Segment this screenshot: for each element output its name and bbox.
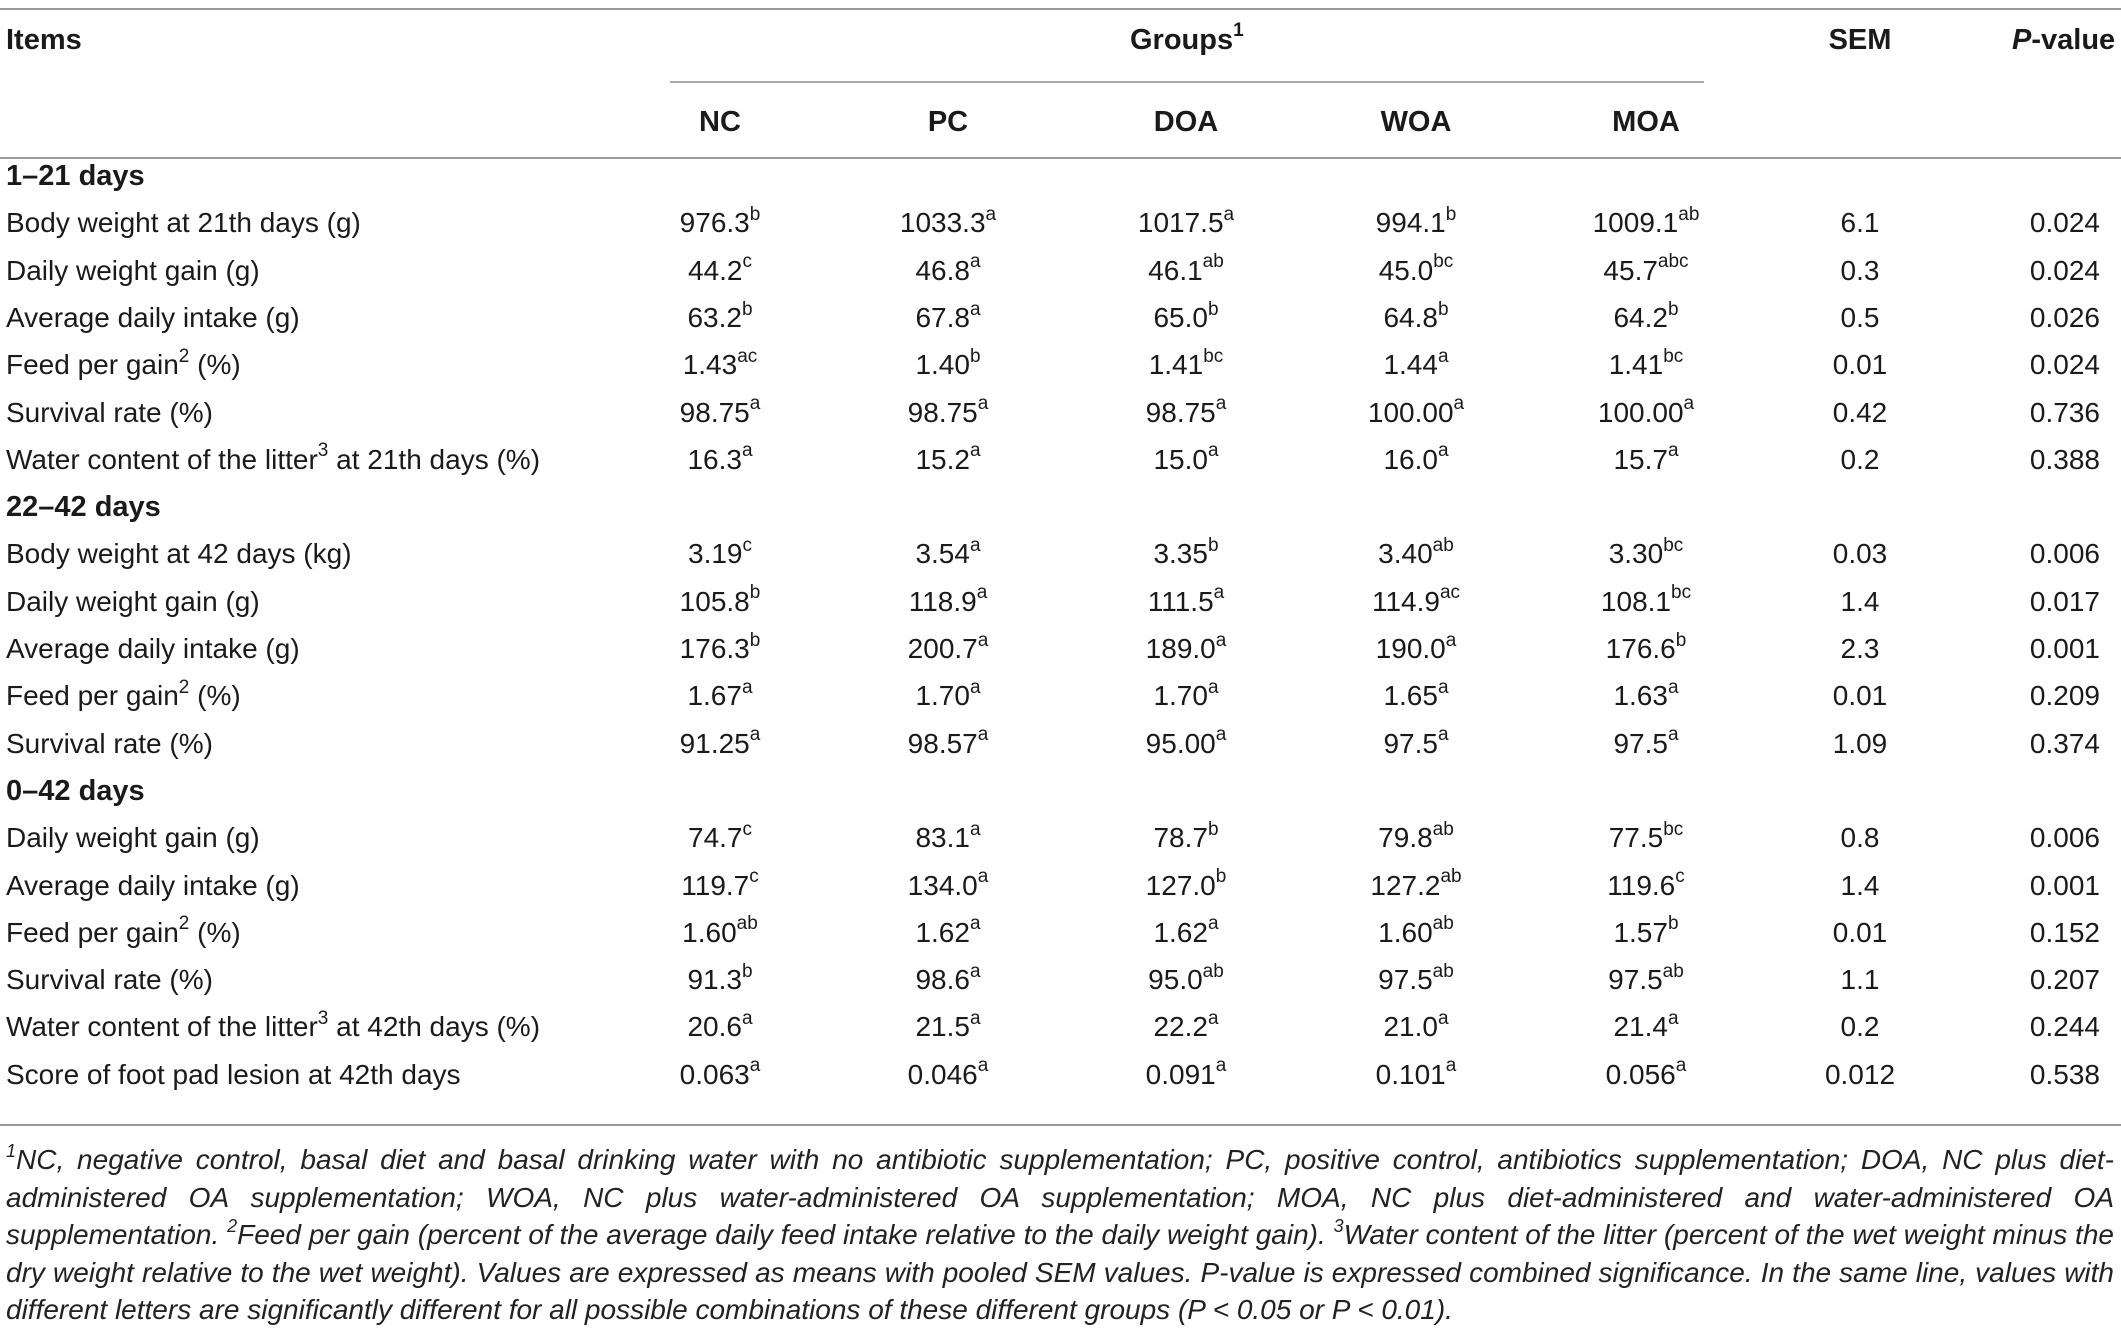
table-bottom-rule <box>0 1124 2121 1126</box>
sem-cell: 0.012 <box>1824 1058 1896 1090</box>
value-cell: 1.62$^a$ <box>1153 913 1219 948</box>
value-cell: 97.5$^a$ <box>1383 724 1449 759</box>
pvalue-cell: 0.538 <box>2029 1058 2100 1090</box>
sem-cell: 6.1 <box>1840 207 1880 239</box>
value-cell: 74.7$^c$ <box>688 818 752 854</box>
sem-cell: 1.4 <box>1840 585 1880 617</box>
sem-cell: 2.3 <box>1840 633 1880 664</box>
sem-cell: 0.5 <box>1840 301 1880 333</box>
value-cell: 127.0$^b$ <box>1145 866 1227 901</box>
value-cell: 97.5$^{ab}$ <box>1378 960 1454 996</box>
value-cell: 1.41$^{bc}$ <box>1148 345 1224 381</box>
value-cell: 65.0$^b$ <box>1153 298 1219 333</box>
pvalue-cell: 0.001 <box>2029 633 2100 664</box>
col-header-doa: DOA <box>1153 106 1219 138</box>
value-cell: 20.6$^a$ <box>687 1008 753 1043</box>
value-cell: 111.5$^a$ <box>1147 582 1225 617</box>
value-cell: 67.8$^a$ <box>915 298 981 333</box>
value-cell: 22.2$^a$ <box>1153 1008 1219 1043</box>
col-header-woa: WOA <box>1380 106 1452 138</box>
value-cell: 976.3$^b$ <box>679 203 761 239</box>
value-cell: 1.40$^b$ <box>915 345 981 381</box>
value-cell: 15.7$^a$ <box>1613 440 1679 475</box>
value-cell: 994.1$^b$ <box>1375 203 1457 239</box>
pvalue-cell: 0.024 <box>2029 207 2100 239</box>
value-cell: 118.9$^a$ <box>908 582 988 617</box>
sem-cell: 0.2 <box>1840 1011 1880 1043</box>
value-cell: 44.2$^c$ <box>688 251 752 286</box>
value-cell: 3.19$^c$ <box>688 535 752 570</box>
sem-cell: 1.4 <box>1840 869 1880 901</box>
row-label: Average daily intake (g) <box>6 301 300 333</box>
sem-cell: 0.2 <box>1840 443 1880 475</box>
value-cell: 97.5$^a$ <box>1613 724 1679 759</box>
row-label: Survival rate (%) <box>6 727 213 759</box>
sem-cell: 0.01 <box>1832 680 1888 712</box>
header-bottom-rule <box>0 157 2121 159</box>
groups-header: Groups$^1$ <box>1130 20 1244 56</box>
sem-cell: 0.03 <box>1832 538 1888 570</box>
pvalue-cell: 0.207 <box>2029 964 2100 996</box>
value-cell: 91.3$^b$ <box>687 960 753 996</box>
sem-header: SEM <box>1828 24 1892 56</box>
sem-cell: 0.8 <box>1840 822 1880 854</box>
value-cell: 100.00$^a$ <box>1367 393 1465 428</box>
row-label: Body weight at 21th days (g) <box>6 207 361 239</box>
row-label: Feed per gain$^2$ (%) <box>6 676 241 712</box>
pvalue-cell: 0.001 <box>2029 869 2100 901</box>
value-cell: 1009.1$^{ab}$ <box>1592 203 1700 239</box>
value-cell: 1.43$^{ac}$ <box>682 345 758 381</box>
value-cell: 3.40$^{ab}$ <box>1378 535 1454 570</box>
value-cell: 45.0$^{bc}$ <box>1378 251 1454 286</box>
value-cell: 1.63$^a$ <box>1613 676 1679 712</box>
pvalue-cell: 0.024 <box>2029 254 2100 286</box>
pvalue-cell: 0.024 <box>2029 349 2100 381</box>
value-cell: 1017.5$^a$ <box>1137 203 1235 239</box>
row-label: Average daily intake (g) <box>6 869 300 901</box>
sem-cell: 1.09 <box>1832 727 1888 759</box>
section-title: 1–21 days <box>6 160 145 192</box>
row-label: Survival rate (%) <box>6 964 213 996</box>
value-cell: 98.75$^a$ <box>907 393 989 428</box>
row-label: Daily weight gain (g) <box>6 822 260 854</box>
value-cell: 1.65$^a$ <box>1383 676 1449 712</box>
value-cell: 91.25$^a$ <box>679 724 761 759</box>
value-cell: 64.2$^b$ <box>1613 298 1679 333</box>
value-cell: 127.2$^{ab}$ <box>1370 866 1462 901</box>
row-label: Water content of the litter$^3$ at 21th days (%) <box>6 440 541 475</box>
value-cell: 0.101$^a$ <box>1375 1055 1457 1090</box>
value-cell: 95.0$^{ab}$ <box>1148 960 1224 996</box>
value-cell: 98.75$^a$ <box>1145 393 1227 428</box>
row-label: Feed per gain$^2$ (%) <box>6 345 241 381</box>
value-cell: 63.2$^b$ <box>687 298 753 333</box>
col-header-moa: MOA <box>1612 106 1680 138</box>
sem-cell: 1.1 <box>1840 964 1880 996</box>
sem-cell: 0.01 <box>1832 349 1888 381</box>
pvalue-cell: 0.152 <box>2029 916 2100 948</box>
pvalue-cell: 0.736 <box>2029 396 2100 428</box>
items-header: Items <box>6 24 82 56</box>
section-title: 0–42 days <box>6 774 145 807</box>
value-cell: 1.60$^{ab}$ <box>1378 913 1454 948</box>
table-footnote: $^1$NC, negative control, basal diet and basal drinking water with no antibiotic supplementation; PC, positive control, antibiotics supplementation; DOA, NC plus diet-administered OA supplementation; WOA, NC plus water-administered OA supplementation; MOA, NC plus diet-administered and water-administered OA supplementation. $^2$Feed per gain (percent of the average daily feed intake relative to the daily weight gain). $^3$Water content of the litter (percent of the wet weight minus the dry weight relative to the wet weight). Values are expressed as means with pooled SEM values. P-value is expressed combined significance. In the same line, values with different letters are significantly different for all possible combinations of these different groups (P < 0.05 or P < 0.01). <box>6 1140 2114 1325</box>
value-cell: 3.54$^a$ <box>915 535 981 570</box>
value-cell: 176.3$^b$ <box>679 629 761 664</box>
sem-cell: 0.3 <box>1840 254 1880 286</box>
value-cell: 114.9$^{ac}$ <box>1371 582 1461 617</box>
value-cell: 21.5$^a$ <box>915 1008 981 1043</box>
pvalue-cell: 0.209 <box>2029 680 2100 712</box>
value-cell: 200.7$^a$ <box>907 629 989 664</box>
row-label: Score of foot pad lesion at 42th days <box>6 1058 461 1090</box>
value-cell: 0.046$^a$ <box>907 1055 989 1090</box>
value-cell: 1.60$^{ab}$ <box>682 913 758 948</box>
value-cell: 1.67$^a$ <box>687 676 753 712</box>
value-cell: 108.1$^{bc}$ <box>1600 582 1692 617</box>
value-cell: 1.70$^a$ <box>1153 676 1219 712</box>
value-cell: 1.41$^{bc}$ <box>1608 345 1684 381</box>
value-cell: 3.30$^{bc}$ <box>1608 535 1684 570</box>
value-cell: 119.6$^c$ <box>1607 866 1685 901</box>
value-cell: 45.7$^{abc}$ <box>1603 251 1689 286</box>
pvalue-cell: 0.026 <box>2029 301 2100 333</box>
value-cell: 0.091$^a$ <box>1145 1055 1227 1090</box>
value-cell: 16.3$^a$ <box>687 440 753 475</box>
pvalue-cell: 0.374 <box>2029 727 2100 759</box>
sem-cell: 0.01 <box>1832 916 1888 948</box>
groups-underline <box>670 81 1704 83</box>
pvalue-cell: 0.388 <box>2029 443 2100 475</box>
pvalue-cell: 0.006 <box>2029 822 2100 854</box>
value-cell: 105.8$^b$ <box>679 582 761 617</box>
row-label: Survival rate (%) <box>6 396 213 428</box>
value-cell: 1.44$^a$ <box>1383 345 1449 381</box>
value-cell: 0.063$^a$ <box>679 1055 761 1090</box>
col-header-pc: PC <box>927 106 969 138</box>
value-cell: 79.8$^{ab}$ <box>1378 818 1454 854</box>
value-cell: 1.57$^b$ <box>1613 913 1679 948</box>
value-cell: 21.0$^a$ <box>1383 1008 1449 1043</box>
row-label: Average daily intake (g) <box>6 633 300 664</box>
sem-cell: 0.42 <box>1832 396 1888 428</box>
row-label: Feed per gain$^2$ (%) <box>6 913 241 948</box>
value-cell: 97.5$^{ab}$ <box>1608 960 1684 996</box>
value-cell: 1.62$^a$ <box>915 913 981 948</box>
value-cell: 1033.3$^a$ <box>899 203 997 239</box>
value-cell: 98.57$^a$ <box>907 724 989 759</box>
value-cell: 95.00$^a$ <box>1145 724 1227 759</box>
value-cell: 0.056$^a$ <box>1605 1055 1687 1090</box>
value-cell: 1.70$^a$ <box>915 676 981 712</box>
value-cell: 134.0$^a$ <box>907 866 989 901</box>
value-cell: 15.2$^a$ <box>915 440 981 475</box>
value-cell: 176.6$^b$ <box>1605 629 1687 664</box>
col-header-nc: NC <box>699 106 741 138</box>
value-cell: 190.0$^a$ <box>1375 629 1457 664</box>
section-title: 22–42 days <box>6 491 161 524</box>
row-label: Daily weight gain (g) <box>6 254 260 286</box>
value-cell: 21.4$^a$ <box>1613 1008 1679 1043</box>
value-cell: 15.0$^a$ <box>1153 440 1219 475</box>
value-cell: 46.1$^{ab}$ <box>1148 251 1224 286</box>
row-label: Water content of the litter$^3$ at 42th days (%) <box>6 1008 541 1043</box>
pvalue-cell: 0.006 <box>2029 538 2100 570</box>
value-cell: 98.75$^a$ <box>679 393 761 428</box>
value-cell: 46.8$^a$ <box>915 251 981 286</box>
pvalue-header: P-value <box>2012 24 2116 56</box>
value-cell: 100.00$^a$ <box>1597 393 1695 428</box>
value-cell: 64.8$^b$ <box>1383 298 1449 333</box>
value-cell: 3.35$^b$ <box>1153 535 1219 570</box>
value-cell: 83.1$^a$ <box>915 818 981 854</box>
row-label: Body weight at 42 days (kg) <box>6 538 352 570</box>
value-cell: 16.0$^a$ <box>1383 440 1449 475</box>
value-cell: 98.6$^a$ <box>915 960 981 996</box>
value-cell: 119.7$^c$ <box>681 866 759 901</box>
value-cell: 77.5$^{bc}$ <box>1608 818 1684 854</box>
row-label: Daily weight gain (g) <box>6 585 260 617</box>
pvalue-cell: 0.017 <box>2029 585 2100 617</box>
value-cell: 78.7$^b$ <box>1153 818 1219 854</box>
table-top-rule <box>0 8 2121 10</box>
pvalue-cell: 0.244 <box>2029 1011 2100 1043</box>
value-cell: 189.0$^a$ <box>1145 629 1227 664</box>
